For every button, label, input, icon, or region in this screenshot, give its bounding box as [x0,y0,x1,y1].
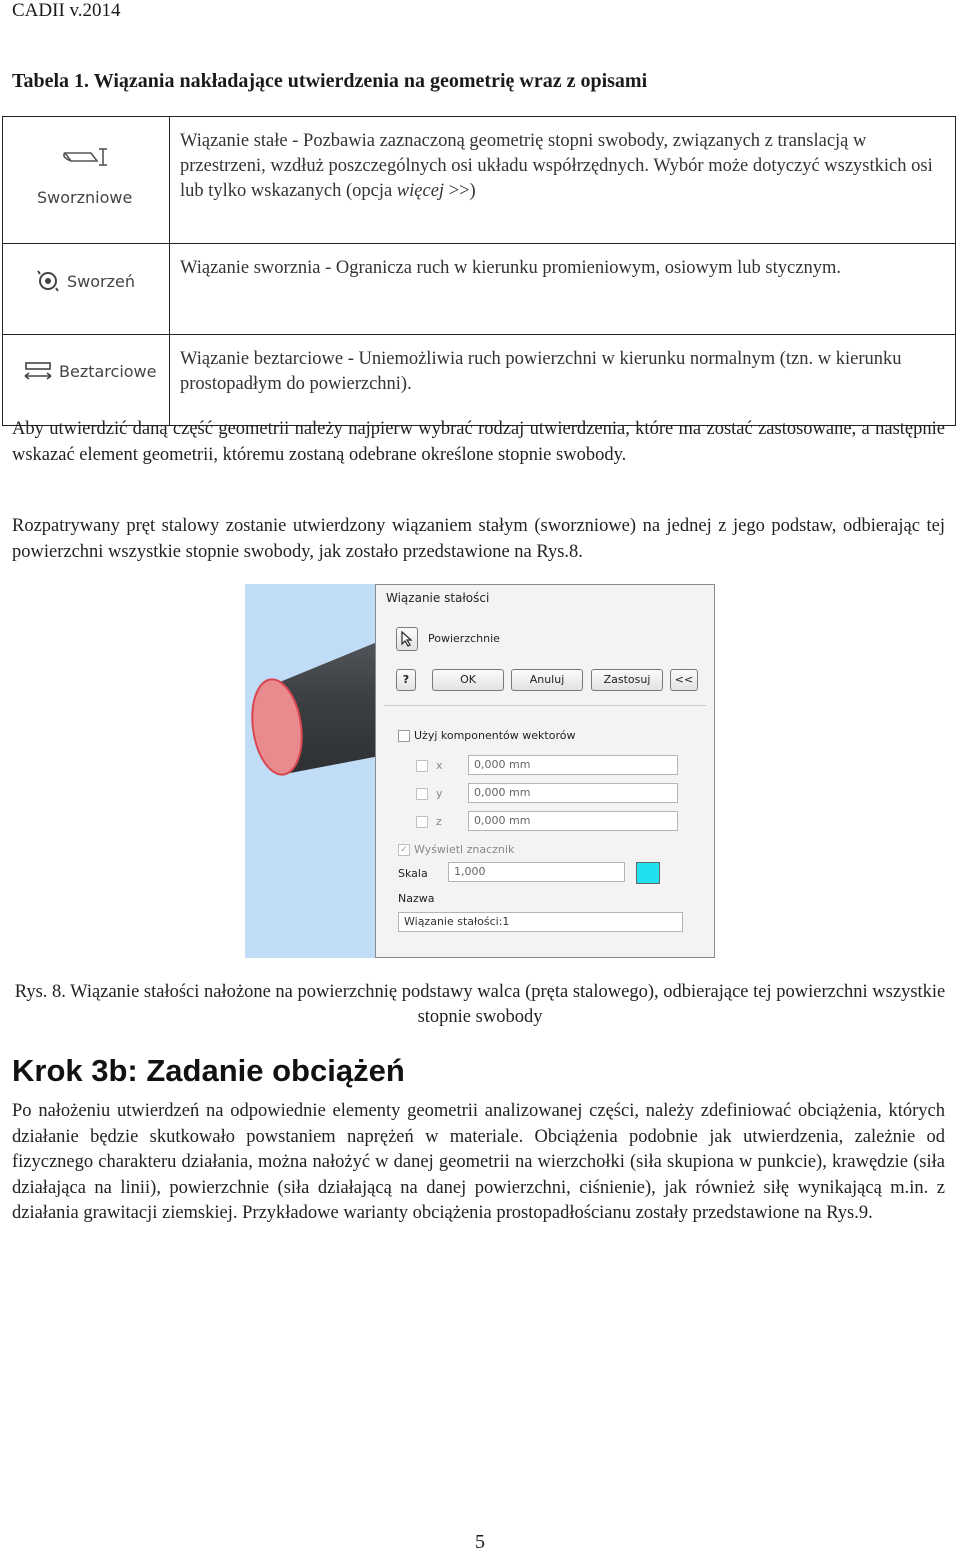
name-label: Nazwa [398,892,435,905]
table-row [3,117,956,244]
pin-constraint-icon [31,137,133,212]
frictionless-button [23,359,156,383]
icon-label: Sworzniowe [37,188,133,207]
pin-bolt-button [35,268,135,294]
x-input[interactable]: 0,000 mm [468,755,678,775]
more-option-label: więcej [396,181,445,201]
constraints-table [2,116,956,426]
show-marker-checkbox[interactable]: ✓ [398,844,410,856]
section-heading: Krok 3b: Zadanie obciążeń [12,1053,405,1088]
table-row [3,244,956,335]
frictionless-icon [23,359,53,383]
help-icon: ? [402,673,410,686]
description-cell [170,117,956,244]
cancel-button[interactable]: Anuluj [511,669,583,691]
icon-cell [3,244,170,335]
icon-cell [3,117,170,244]
y-input[interactable]: 0,000 mm [468,783,678,803]
dialog-title: Wiązanie stałości [386,591,490,605]
help-button[interactable] [396,669,416,691]
y-label: y [436,787,443,800]
table-row [3,335,956,426]
description-text: Wiązanie stałe - Pozbawia zaznaczoną geometrię stopni swobody, związanych z translacją w przestrzeni, wzdłuż poszczególnych osi układu współrzędnych. Wybór może dotyczyć wszystkich osi lub tylko wskazanych (opcja [180,131,933,201]
pin-bolt-icon [35,268,61,294]
marker-color-swatch[interactable] [636,862,660,884]
z-label: z [436,815,442,828]
description-cell: Wiązanie sworznia - Ogranicza ruch w kierunku promieniowym, osiowym lub stycznym. [170,244,956,335]
table-title: Tabela 1. Wiązania nakładające utwierdzenia na geometrię wraz z opisami [12,70,648,92]
scale-label: Skala [398,867,428,880]
ok-button[interactable]: OK [432,669,504,691]
cursor-arrow-icon [400,631,414,647]
description-cell: Wiązanie beztarciowe - Uniemożliwia ruch powierzchni w kierunku normalnym (tzn. w kierunku prostopadłym do powierzchni). [170,335,956,426]
select-label: Powierzchnie [428,632,500,645]
paragraph: Po nałożeniu utwierdzeń na odpowiednie elementy geometrii analizowanej części, należy zdefiniować obciążenia, których działanie będzie skutkowało powstaniem naprężeń w materiale. Obciążenia podobnie jak utwierdzenia, zależnie od fizycznego charakteru działania, można nałożyć w danej geometrii na wierzchołki (siła skupiona w punkcie), krawędzie (siła działająca na linii), powierzchnie (siła działającą na danej powierzchni, ciśnienie), jak również siłę wynikającą m.in. z działania grawitacji ziemskiej. Przykładowe warianty obciążenia prostopadłościanu zostały przedstawione na Rys.9. [12,1101,945,1223]
show-marker-label: Wyświetl znacznik [414,843,515,856]
x-label: x [436,759,443,772]
fixed-constraint-dialog [375,584,715,958]
figure-caption: Rys. 8. Wiązanie stałości nałożone na powierzchnię podstawy walca (pręta stalowego), odbierające tej powierzchni wszystkie stopnie swobody [14,982,946,1027]
y-checkbox[interactable] [416,788,428,800]
divider [384,705,706,706]
figure-screenshot [245,584,715,958]
scale-input[interactable]: 1,000 [448,862,625,882]
icon-label: Sworzeń [67,271,135,291]
icon-label: Beztarciowe [59,361,157,381]
use-vectors-label: Użyj komponentów wektorów [414,729,576,742]
collapse-button[interactable]: << [670,669,698,691]
paragraph: Rozpatrywany pręt stalowy zostanie utwierdzony wiązaniem stałym (sworzniowe) na jednej z jego podstaw, odbierając tej powierzchni wszystkie stopnie swobody, jak zostało przedstawione na Rys.8. [12,516,945,562]
select-arrow-button[interactable] [396,627,418,651]
x-checkbox[interactable] [416,760,428,772]
page-number: 5 [475,1531,485,1553]
paragraph: Aby utwierdzić daną część geometrii należy najpierw wybrać rodzaj utwierdzenia, które ma zostać zastosowane, a następnie wskazać element geometrii, któremu zostaną odebrane określone stopnie swobody. [12,419,945,465]
description-tail: >>) [444,181,476,201]
z-input[interactable]: 0,000 mm [468,811,678,831]
use-vectors-checkbox[interactable] [398,730,410,742]
icon-cell [3,335,170,426]
z-checkbox[interactable] [416,816,428,828]
name-input[interactable]: Wiązanie stałości:1 [398,912,683,932]
running-header: CADII v.2014 [12,0,121,21]
apply-button[interactable]: Zastosuj [591,669,663,691]
